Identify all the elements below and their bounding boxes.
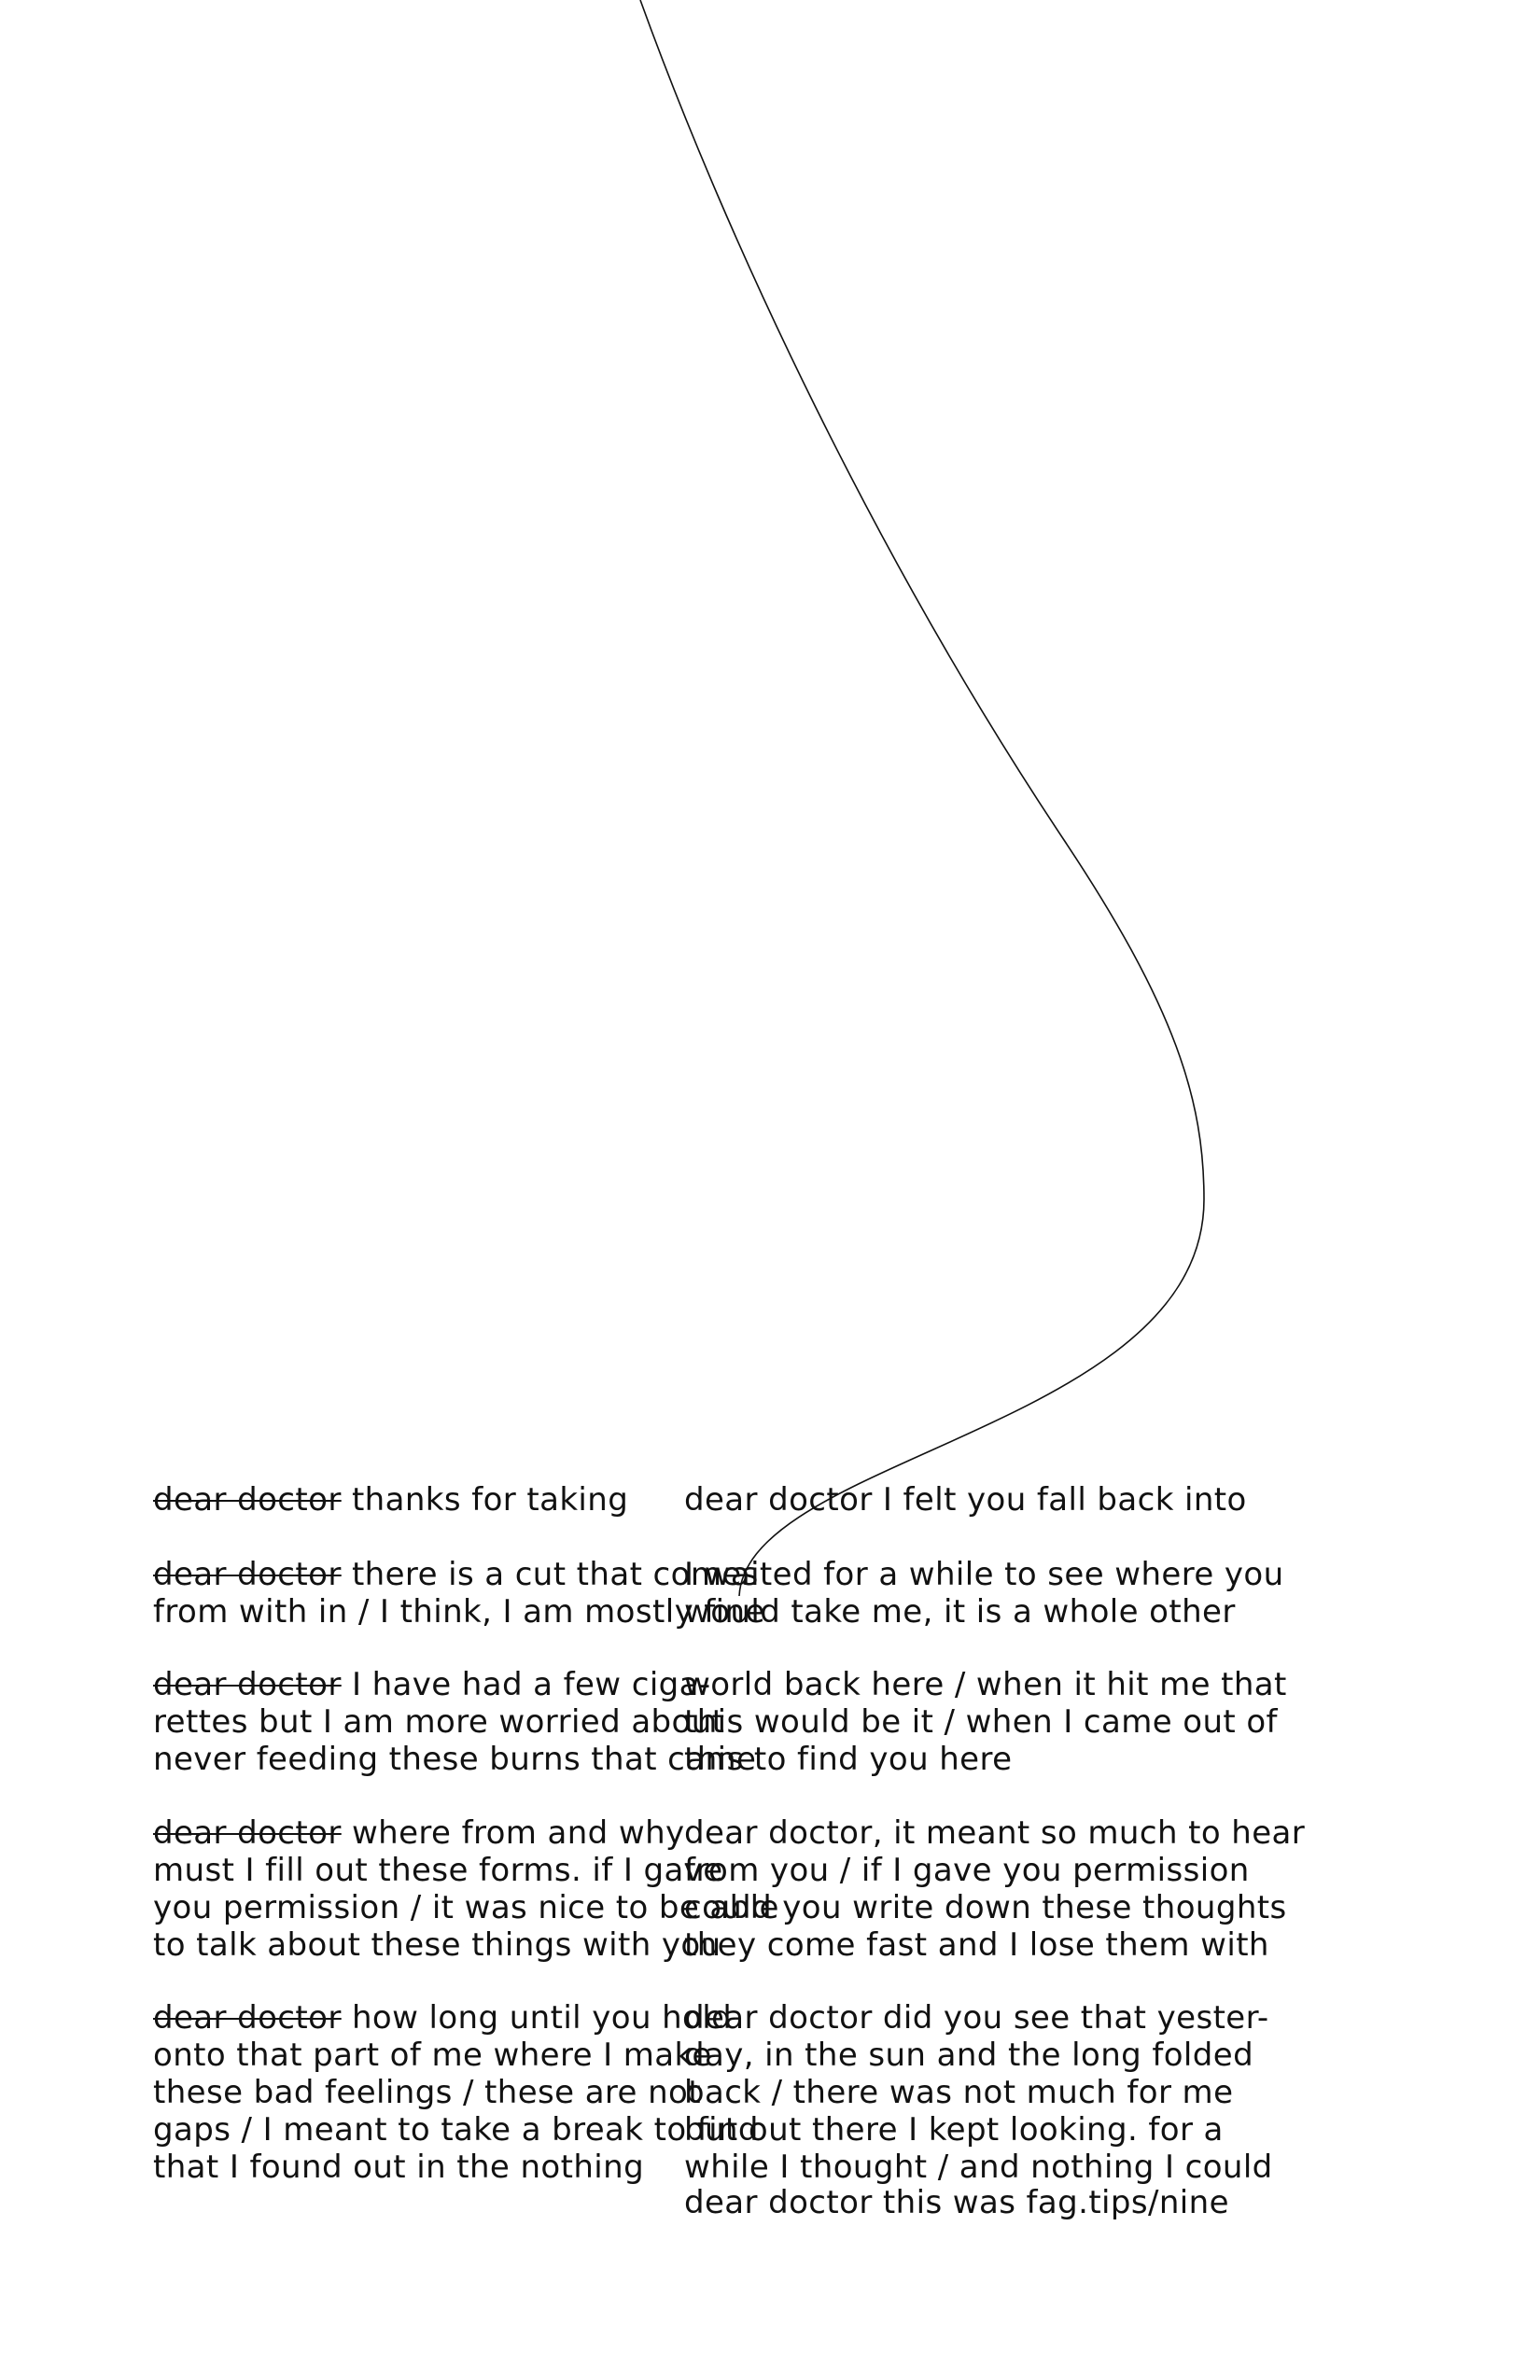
stanza-left-1: [153, 1481, 750, 1519]
struck-heading: dear doctor: [153, 1481, 342, 1519]
stanza-line: I waited for a while to see where you: [684, 1556, 1284, 1593]
stanza-right-3: [684, 1666, 1393, 1778]
stanza-line: but out there I kept looking. for a: [684, 2111, 1224, 2149]
struck-heading: dear doctor: [153, 1666, 342, 1703]
stanza-line: from you / if I gave you permission: [684, 1852, 1250, 1889]
stanza-text: I have had a few ciga-: [351, 1666, 711, 1703]
stanza-text: thanks for taking: [351, 1481, 629, 1519]
stanza-line: rettes but I am more worried about: [153, 1703, 725, 1741]
stanza-line: back / there was not much for me: [684, 2074, 1234, 2111]
stanza-line: could you write down these thoughts: [684, 1889, 1287, 1926]
stanza-line: [153, 1999, 750, 2037]
struck-heading: dear doctor: [153, 1999, 342, 2037]
stanza-line: they come fast and I lose them with: [684, 1926, 1269, 1964]
stanza-line: would take me, it is a whole other: [684, 1593, 1236, 1631]
stanza-line: that I found out in the nothing: [153, 2149, 645, 2186]
stanza-line: these bad feelings / these are not: [153, 2074, 701, 2111]
stanza-line: gaps / I meant to take a break to find: [153, 2111, 759, 2149]
stanza-line: day, in the sun and the long folded: [684, 2037, 1254, 2074]
struck-heading: dear doctor: [153, 1556, 342, 1593]
stanza-line: dear doctor this was fag.tips/nine: [684, 2184, 1229, 2221]
stanza-line: [153, 1666, 750, 1703]
stanza-line: onto that part of me where I make: [153, 2037, 712, 2074]
stanza-right-4: [684, 1814, 1393, 1964]
stanza-text: how long until you hold: [351, 1999, 733, 2037]
stanza-text: where from and why: [351, 1814, 685, 1852]
stanza-line: while I thought / and nothing I could: [684, 2149, 1273, 2186]
stanza-right-6: [684, 2184, 1393, 2221]
stanza-right-1: [684, 1481, 1393, 1519]
stanza-line: dear doctor did you see that yester-: [684, 1999, 1269, 2037]
stanza-left-2: [153, 1556, 765, 1631]
stanza-line: dear doctor I felt you fall back into: [684, 1481, 1247, 1519]
stanza-line: from with in / I think, I am mostly fine: [153, 1593, 765, 1631]
stanza-left-5: [153, 1999, 759, 2186]
stanza-line: [153, 1814, 750, 1852]
stanza-line: [153, 1556, 759, 1593]
stanza-line: to talk about these things with you: [153, 1926, 721, 1964]
stanza-line: dear doctor, it meant so much to hear: [684, 1814, 1306, 1852]
stanza-line: never feeding these burns that came: [153, 1741, 757, 1778]
stanza-line: world back here / when it hit me that: [684, 1666, 1287, 1703]
stanza-line: you permission / it was nice to be able: [153, 1889, 779, 1926]
stanza-line: this would be it / when I came out of: [684, 1703, 1278, 1741]
stanza-text: there is a cut that comes: [351, 1556, 759, 1593]
stanza-line: must I fill out these forms. if I gave: [153, 1852, 723, 1889]
stanza-left-4: [153, 1814, 779, 1964]
stanza-right-5: [684, 1999, 1393, 2186]
struck-heading: dear doctor: [153, 1814, 342, 1852]
stanza-line: [153, 1481, 750, 1519]
stanza-right-2: [684, 1556, 1393, 1631]
stanza-left-3: [153, 1666, 757, 1778]
stanza-line: this to find you here: [684, 1741, 1013, 1778]
